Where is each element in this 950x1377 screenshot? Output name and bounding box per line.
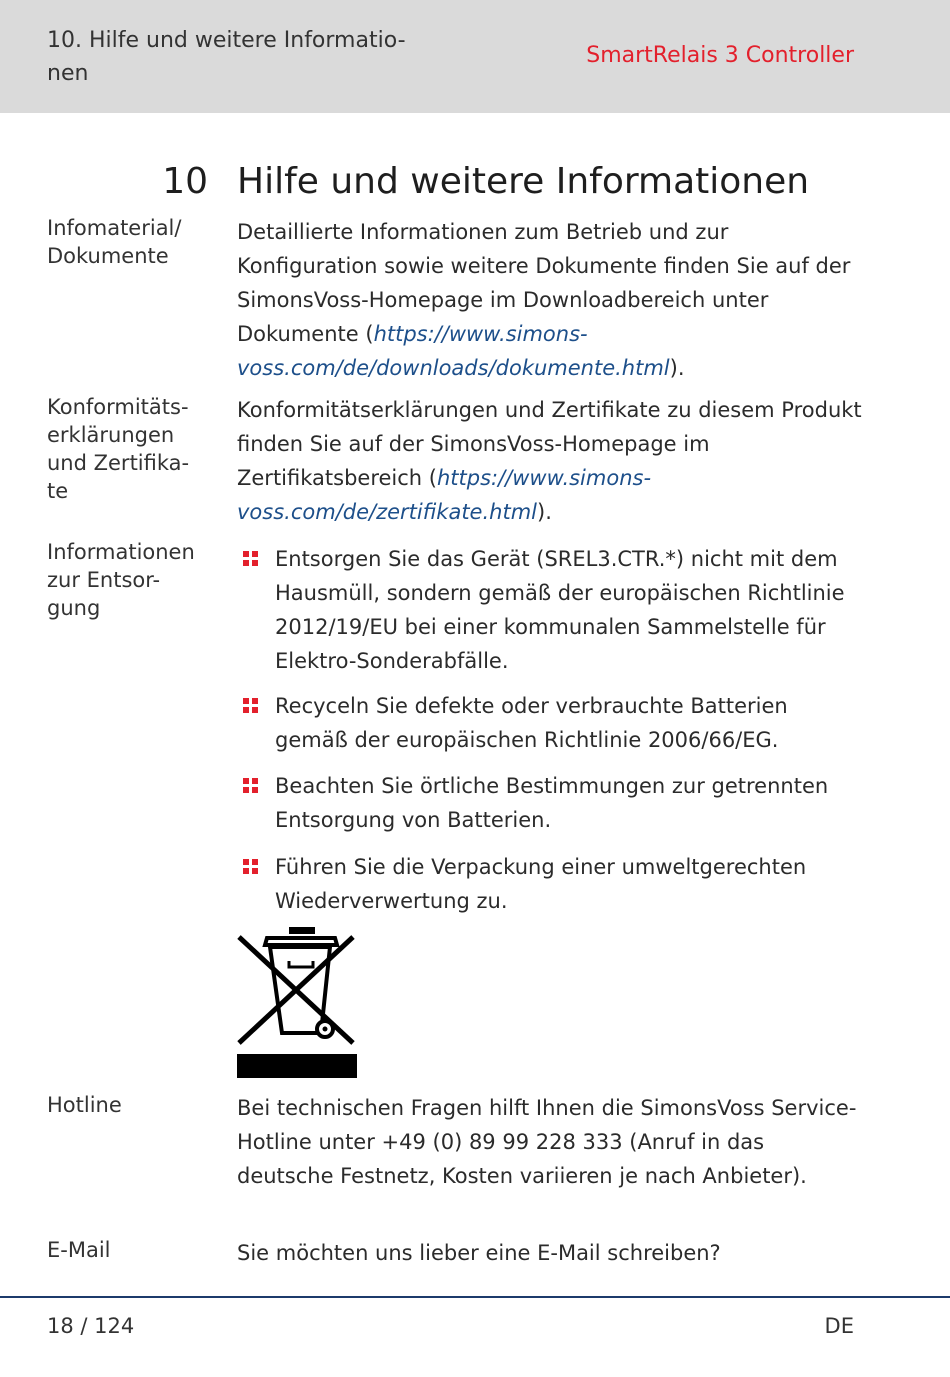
side-label-line: te [47,479,69,503]
paragraph-text-end: ). [537,500,552,524]
header-section-title [47,24,447,90]
paragraph-infomaterial [237,215,862,385]
paragraph-text: Konformitätserklärungen und Zertifikate zu diesem Produkt finden Sie auf der SimonsVoss-Homepage im Zertifikatsbereich ( [237,398,862,490]
page-header [0,0,950,113]
side-label-line: Informationen [47,540,195,564]
link-dokumente[interactable]: https://www.simons-voss.com/de/downloads/dokumente.html [237,322,670,380]
side-label-line: und Zertifika- [47,451,190,475]
paragraph-konformitaet [237,393,862,529]
side-label-email: E-Mail [47,1238,111,1262]
list-item-text: Beachten Sie örtliche Bestimmungen zur getrennten Entsorgung von Batterien. [275,774,829,832]
side-label-infomaterial [47,214,217,270]
list-item-text: Entsorgen Sie das Gerät (SREL3.CTR.*) nicht mit dem Hausmüll, sondern gemäß der europäischen Richtlinie 2012/19/EU bei einer kommunalen Sammelstelle für Elektro-Sonderabfälle. [275,547,845,673]
weee-crossed-bin-icon [237,925,357,1080]
bullet-icon [243,698,259,714]
link-zertifikate[interactable]: https://www.simons-voss.com/de/zertifikate.html [237,466,652,524]
language-code: DE [824,1314,854,1338]
footer-divider [0,1296,950,1298]
side-label-konformitaet [47,393,217,505]
side-label-entsorgung [47,538,217,622]
header-product-name: SmartRelais 3 Controller [586,43,854,68]
side-label-line: Infomaterial/ [47,216,182,240]
side-label-hotline: Hotline [47,1093,122,1117]
paragraph-text: Detaillierte Informationen zum Betrieb und zur Konfiguration sowie weitere Dokumente finden Sie auf der SimonsVoss-Homepage im Downloadbereich unter Dokumente ( [237,220,851,346]
side-label-line: erklärungen [47,423,175,447]
bullet-icon [243,551,259,567]
bullet-icon [243,778,259,794]
list-item-text: Recyceln Sie defekte oder verbrauchte Batterien gemäß der europäischen Richtlinie 2006/66/EG. [275,694,788,752]
side-label-line: Dokumente [47,244,169,268]
paragraph-hotline: Bei technischen Fragen hilft Ihnen die SimonsVoss Service-Hotline unter +49 (0) 89 99 228 333 (Anruf in das deutsche Festnetz, Kosten variieren je nach Anbieter). [237,1096,857,1188]
page-number: 18 / 124 [47,1314,135,1338]
header-section-line-1: 10. Hilfe und weitere Informatio- [47,28,406,53]
bullet-icon [243,859,259,875]
chapter-title: Hilfe und weitere Informationen [237,161,810,202]
chapter-number: 10 [162,161,208,202]
header-section-line-2: nen [47,61,89,86]
paragraph-text-end: ). [669,356,685,380]
list-item-text: Führen Sie die Verpackung einer umweltgerechten Wiederverwertung zu. [275,855,807,913]
paragraph-email: Sie möchten uns lieber eine E-Mail schreiben? [237,1241,721,1265]
side-label-line: gung [47,596,101,620]
side-label-line: Konformitäts- [47,395,189,419]
side-label-line: zur Entsor- [47,568,161,592]
